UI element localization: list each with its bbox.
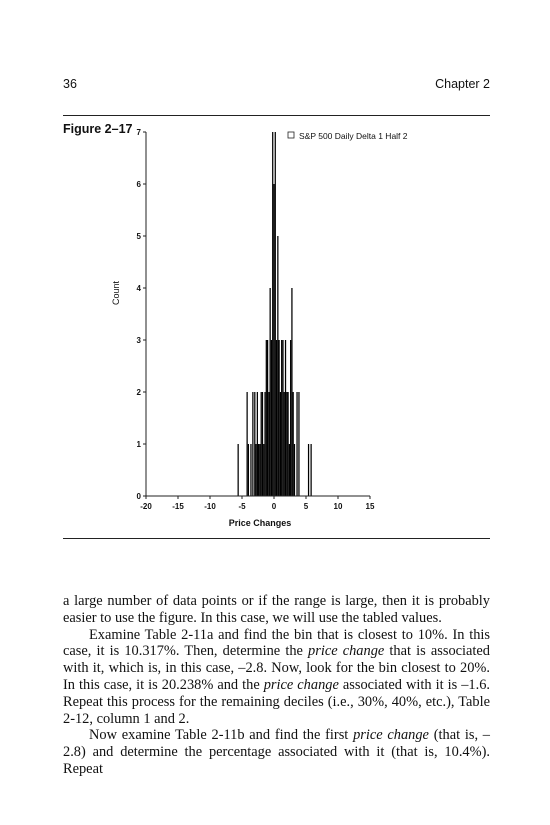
price-change-term: price change xyxy=(353,727,429,744)
chapter-title: Chapter 2 xyxy=(435,77,490,91)
top-rule xyxy=(63,115,490,116)
histogram-bar xyxy=(282,340,283,496)
paragraph-3-part-2: (that is, –2.8) and determine the percentage associated with it (that is, 10.4%). Repeat xyxy=(63,727,490,777)
price-change-term: price change xyxy=(263,676,339,693)
histogram-bar xyxy=(308,444,309,496)
histogram-bar xyxy=(279,340,280,496)
x-tick-label: 5 xyxy=(303,502,309,511)
paragraph-3-part-1: Now examine Table 2-11b and find the first xyxy=(89,727,354,744)
y-tick-label: 0 xyxy=(136,492,141,501)
histogram-bar xyxy=(293,392,294,496)
y-tick-label: 6 xyxy=(136,180,141,189)
histogram-chart xyxy=(95,118,415,538)
histogram-bar xyxy=(281,340,282,496)
x-tick-label: -5 xyxy=(238,502,246,511)
bottom-rule xyxy=(63,538,490,539)
histogram-bar xyxy=(285,340,286,496)
histogram-bars xyxy=(238,132,312,496)
histogram-bar xyxy=(272,132,273,496)
x-axis-ticks xyxy=(140,496,375,511)
histogram-bar xyxy=(294,444,295,496)
histogram-bar xyxy=(258,444,259,496)
y-tick-label: 2 xyxy=(136,388,141,397)
histogram-bar xyxy=(266,340,267,496)
histogram-bar xyxy=(267,340,268,496)
price-change-term: price change xyxy=(308,643,385,660)
histogram-bar xyxy=(290,340,291,496)
histogram-bar xyxy=(289,444,290,496)
y-tick-label: 1 xyxy=(136,440,141,449)
x-tick-label: 0 xyxy=(271,502,277,511)
x-tick-label: -10 xyxy=(204,502,216,511)
histogram-bar xyxy=(273,184,274,496)
histogram-bar xyxy=(268,392,269,496)
paragraph-2-part-2: that is associated with it, which is, in this case, –2.8. Now, look for the bin closest to 20%. In this case, it is 20.238% and the xyxy=(63,643,490,693)
histogram-bar xyxy=(250,444,251,496)
y-axis-label: Count xyxy=(111,280,121,306)
body-text xyxy=(63,593,490,778)
histogram-bar xyxy=(262,392,263,496)
y-tick-label: 5 xyxy=(136,232,141,241)
x-tick-label: -15 xyxy=(172,502,184,511)
legend-swatch xyxy=(288,132,294,138)
histogram-bar xyxy=(275,132,276,496)
paragraph-3 xyxy=(63,727,490,777)
y-tick-label: 3 xyxy=(136,336,141,345)
page-number: 36 xyxy=(63,77,77,91)
histogram-bar xyxy=(252,392,253,496)
paragraph-2-part-1: Examine Table 2-11a and find the bin that is closest to 10%. In this case, it is 10.317%. Then, determine the xyxy=(63,626,490,660)
histogram-bar xyxy=(261,392,262,496)
histogram-bar xyxy=(280,392,281,496)
y-tick-label: 4 xyxy=(136,284,141,293)
histogram-bar xyxy=(263,444,264,496)
legend-label: S&P 500 Daily Delta 1 Half 2 xyxy=(299,131,408,141)
histogram-bar xyxy=(257,392,258,496)
histogram-bar xyxy=(284,392,285,496)
x-tick-label: 10 xyxy=(333,502,343,511)
x-tick-label: 15 xyxy=(365,502,375,511)
histogram-bar xyxy=(264,392,265,496)
figure-label: Figure 2–17 xyxy=(63,122,133,136)
paragraph-1: a large number of data points or if the range is large, then it is probably easier to use the figure. In this case, we will use the tabled values. xyxy=(63,593,490,626)
histogram-bar xyxy=(276,340,277,496)
paragraph-2-part-3: associated with it is –1.6. Repeat this process for the remaining deciles (i.e., 30%, 40%, etc.), Table 2-12, column 1 and 2. xyxy=(63,676,490,727)
histogram-bar xyxy=(287,392,288,496)
histogram-bar xyxy=(270,288,271,496)
histogram-bar xyxy=(254,392,255,496)
running-head xyxy=(63,77,490,93)
y-axis-ticks xyxy=(137,128,146,501)
paragraph-2 xyxy=(63,627,490,728)
histogram-bar xyxy=(296,392,297,496)
histogram-bar xyxy=(291,288,292,496)
x-axis-label: Price Changes xyxy=(228,518,292,528)
histogram-bar xyxy=(277,236,278,496)
histogram-bar xyxy=(248,444,249,496)
histogram-bar xyxy=(298,392,299,496)
histogram-bar xyxy=(247,392,248,496)
x-tick-label: -20 xyxy=(140,502,152,511)
histogram-bar xyxy=(311,444,312,496)
histogram-bar xyxy=(238,444,239,496)
histogram-bar xyxy=(286,392,287,496)
histogram-bar xyxy=(255,444,256,496)
histogram-bar xyxy=(259,444,260,496)
histogram-bar xyxy=(271,340,272,496)
y-tick-label: 7 xyxy=(136,128,141,137)
